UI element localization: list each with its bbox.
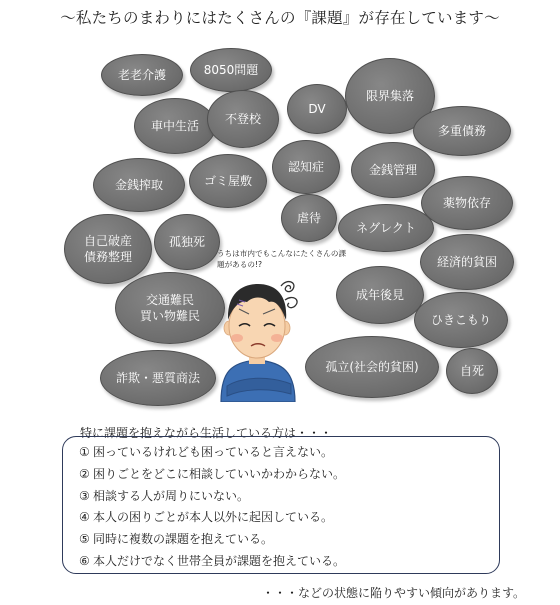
bubble-marginal-village: 限界集落: [345, 58, 435, 134]
list-item-text: 本人だけでなく世帯全員が課題を抱えている。: [93, 553, 346, 568]
bubble-elder-care: 老老介護: [101, 54, 183, 96]
bubble-adult-guardianship: 成年後見: [336, 266, 424, 324]
worried-person-illustration: [213, 276, 309, 402]
list-item-number: ④: [79, 510, 90, 525]
list-item: [79, 486, 345, 508]
list-item-number: ⑥: [79, 553, 90, 568]
bubble-economic-poverty: 経済的貧困: [420, 234, 514, 290]
bubble-fraud: 詐欺・悪質商法: [100, 350, 216, 406]
list-item-number: ①: [79, 445, 90, 459]
list-item-number: ⑤: [79, 532, 90, 547]
bubble-dv: DV: [287, 84, 347, 134]
list-item-number: ②: [79, 466, 90, 481]
list-item: [79, 529, 345, 551]
intro-text: 特に課題を抱えながら生活している方は・・・: [80, 426, 333, 440]
bubble-car-living: 車中生活: [134, 98, 216, 154]
bubble-lonely-death: 孤独死: [154, 214, 220, 270]
bubble-hoarding: ゴミ屋敷: [189, 154, 267, 208]
list-item-text: 同時に複数の課題を抱えている。: [93, 532, 274, 547]
list-item: [79, 464, 345, 486]
list-item-number: ③: [79, 488, 90, 503]
list-item-text: 本人の困りごとが本人以外に起因している。: [93, 510, 334, 525]
list-item-text: 困りごとをどこに相談していいかわからない。: [93, 466, 346, 481]
bubble-drug-addiction: 薬物依存: [421, 176, 513, 230]
thought-text: うちは市内でもこんなにたくさんの課題があるの!?: [217, 249, 347, 269]
page-title: ～私たちのまわりにはたくさんの『課題』が存在しています～: [60, 9, 500, 27]
bubble-bankruptcy: 自己破産 債務整理: [64, 214, 152, 284]
bubble-school-refusal: 不登校: [207, 90, 279, 148]
list-item-text: 困っているけれども困っていると言えない。: [93, 445, 334, 459]
bubble-financial-exploitation: 金銭搾取: [93, 158, 185, 212]
list-item: [79, 551, 345, 573]
conditions-list: [79, 442, 345, 573]
bubble-8050-problem: 8050問題: [190, 48, 272, 92]
bubble-money-management: 金銭管理: [351, 142, 435, 198]
list-item-text: 相談する人が周りにいない。: [93, 488, 250, 503]
footer-text: ・・・などの状態に陥りやすい傾向があります。: [262, 586, 526, 600]
bubble-neglect: ネグレクト: [338, 204, 434, 252]
bubble-suicide: 自死: [446, 348, 498, 394]
bubble-multiple-debt: 多重債務: [413, 106, 511, 156]
bubble-transport-shopping-refugees: 交通難民 買い物難民: [115, 272, 225, 344]
bubble-social-withdrawal: ひきこもり: [414, 292, 508, 348]
conditions-box: [62, 436, 500, 574]
bubble-abuse: 虐待: [281, 194, 337, 242]
list-item: [79, 442, 345, 464]
list-item: [79, 507, 345, 529]
bubble-dementia: 認知症: [272, 140, 340, 194]
bubble-isolation: 孤立(社会的貧困): [305, 336, 439, 398]
